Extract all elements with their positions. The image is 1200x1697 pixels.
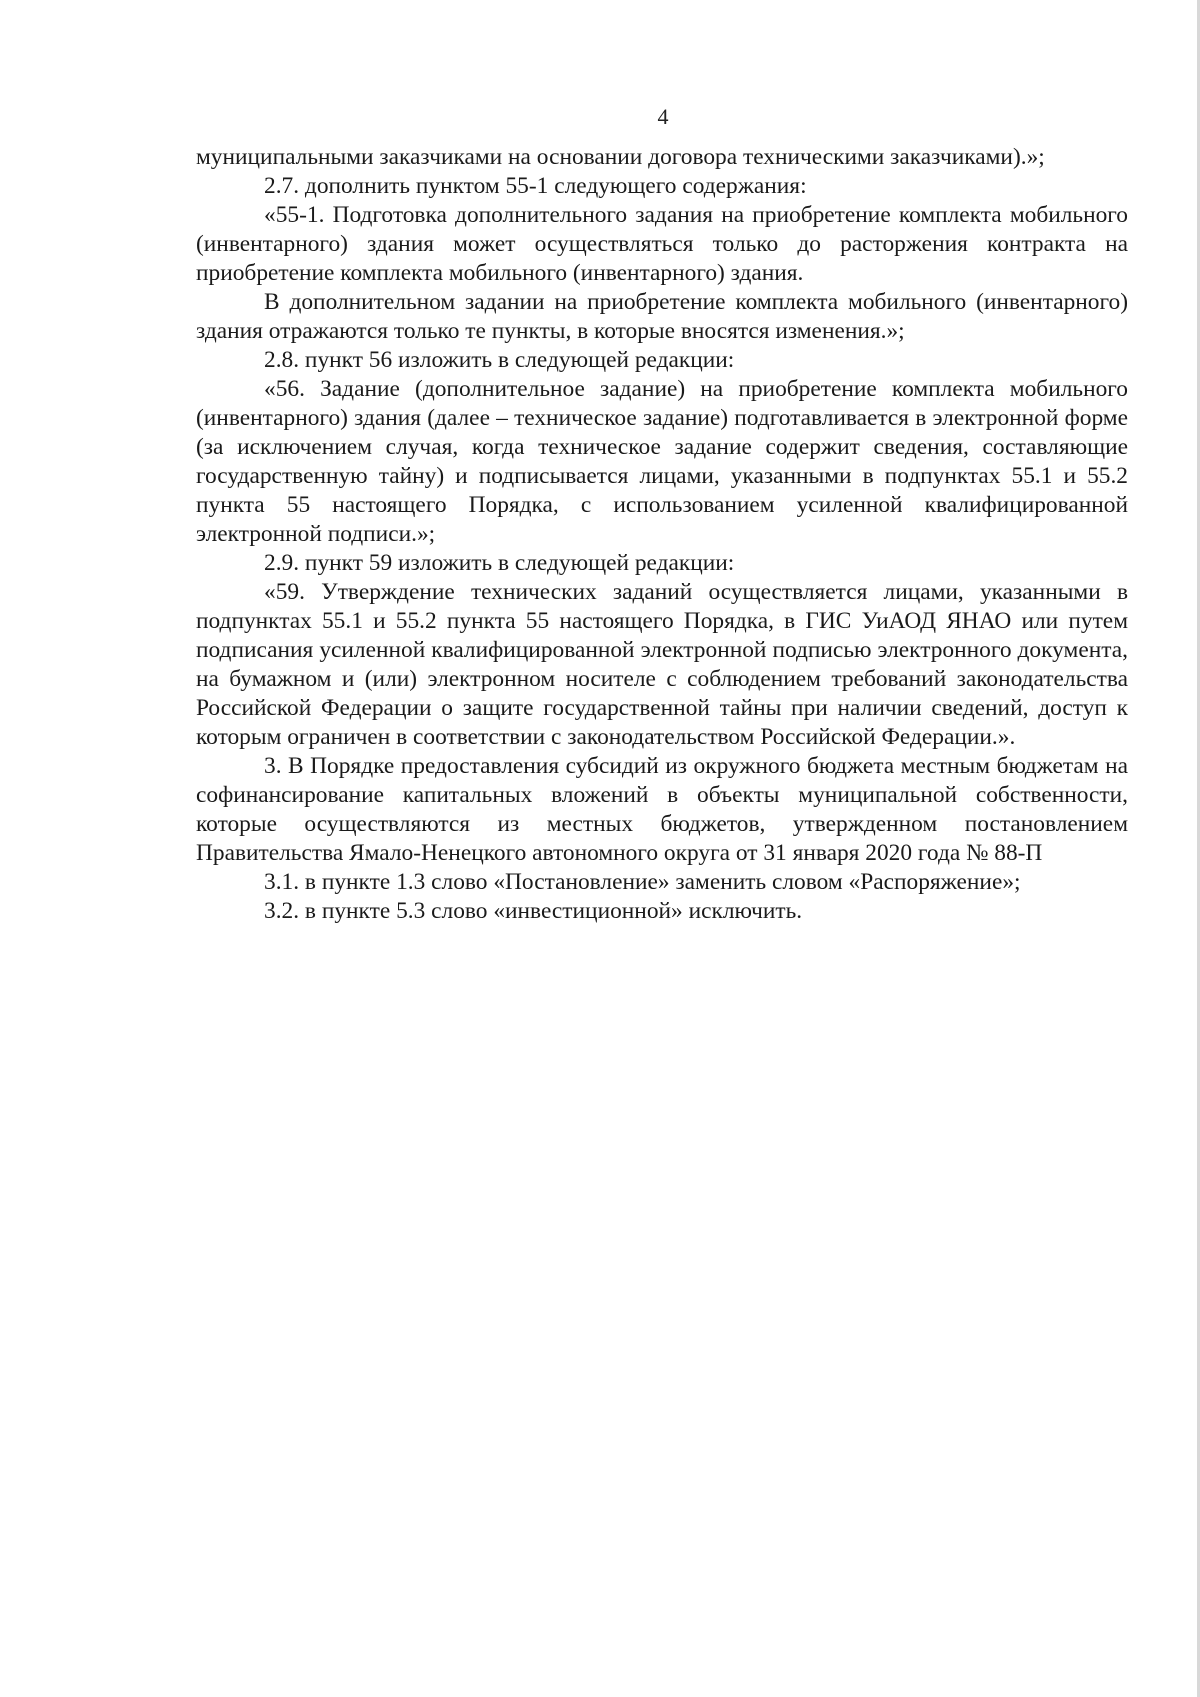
document-body: [196, 143, 1128, 926]
paragraph-59: «59. Утверждение технических заданий осуществляется лицами, указанными в подпунктах 55.1 и 55.2 пункта 55 настоящего Порядка, в ГИС УиАОД ЯНАО или путем подписания усиленной квалифицированной электронной подписью электронного документа, на бумажном и (или) электронном носителе с соблюдением требований законодательства Российской Федерации о защите государственной тайны при наличии сведений, доступ к которым ограничен в соответствии с законодательством Российской Федерации.».: [196, 579, 1128, 750]
paragraph-3: 3. В Порядке предоставления субсидий из окружного бюджета местным бюджетам на софинансирование капитальных вложений в объекты муниципальной собственности, которые осуществляются из местных бюджетов, утвержденном постановлением Правительства Ямало-Ненецкого автономного округа от 31 января 2020 года № 88-П: [196, 753, 1128, 866]
paragraph-55-1: «55-1. Подготовка дополнительного задания на приобретение комплекта мобильного (инвентарного) здания может осуществляться только до расторжения контракта на приобретение комплекта мобильного (инвентарного) здания.: [196, 202, 1128, 286]
paragraph-2-9: 2.9. пункт 59 изложить в следующей редакции:: [264, 550, 735, 576]
paragraph-56: «56. Задание (дополнительное задание) на приобретение комплекта мобильного (инвентарного) здания (далее – техническое задание) подготавливается в электронной форме (за исключением случая, когда техническое задание содержит сведения, составляющие государственную тайну) и подписывается лицами, указанными в подпунктах 55.1 и 55.2 пункта 55 настоящего Порядка, с использованием усиленной квалифицированной электронной подписи.»;: [196, 376, 1128, 547]
paragraph-2-8: 2.8. пункт 56 изложить в следующей редакции:: [264, 347, 735, 373]
paragraph-2-7: 2.7. дополнить пунктом 55-1 следующего содержания:: [264, 173, 807, 199]
page-number: 4: [657, 104, 669, 129]
paragraph-3-2: 3.2. в пункте 5.3 слово «инвестиционной» исключить.: [264, 898, 803, 924]
paragraph-continuation: муниципальными заказчиками на основании договора техническими заказчиками).»;: [196, 144, 1045, 170]
paragraph-3-1: 3.1. в пункте 1.3 слово «Постановление» заменить словом «Распоряжение»;: [264, 869, 1021, 895]
paragraph-additional-task: В дополнительном задании на приобретение комплекта мобильного (инвентарного) здания отражаются только те пункты, в которые вносятся изменения.»;: [196, 289, 1128, 344]
